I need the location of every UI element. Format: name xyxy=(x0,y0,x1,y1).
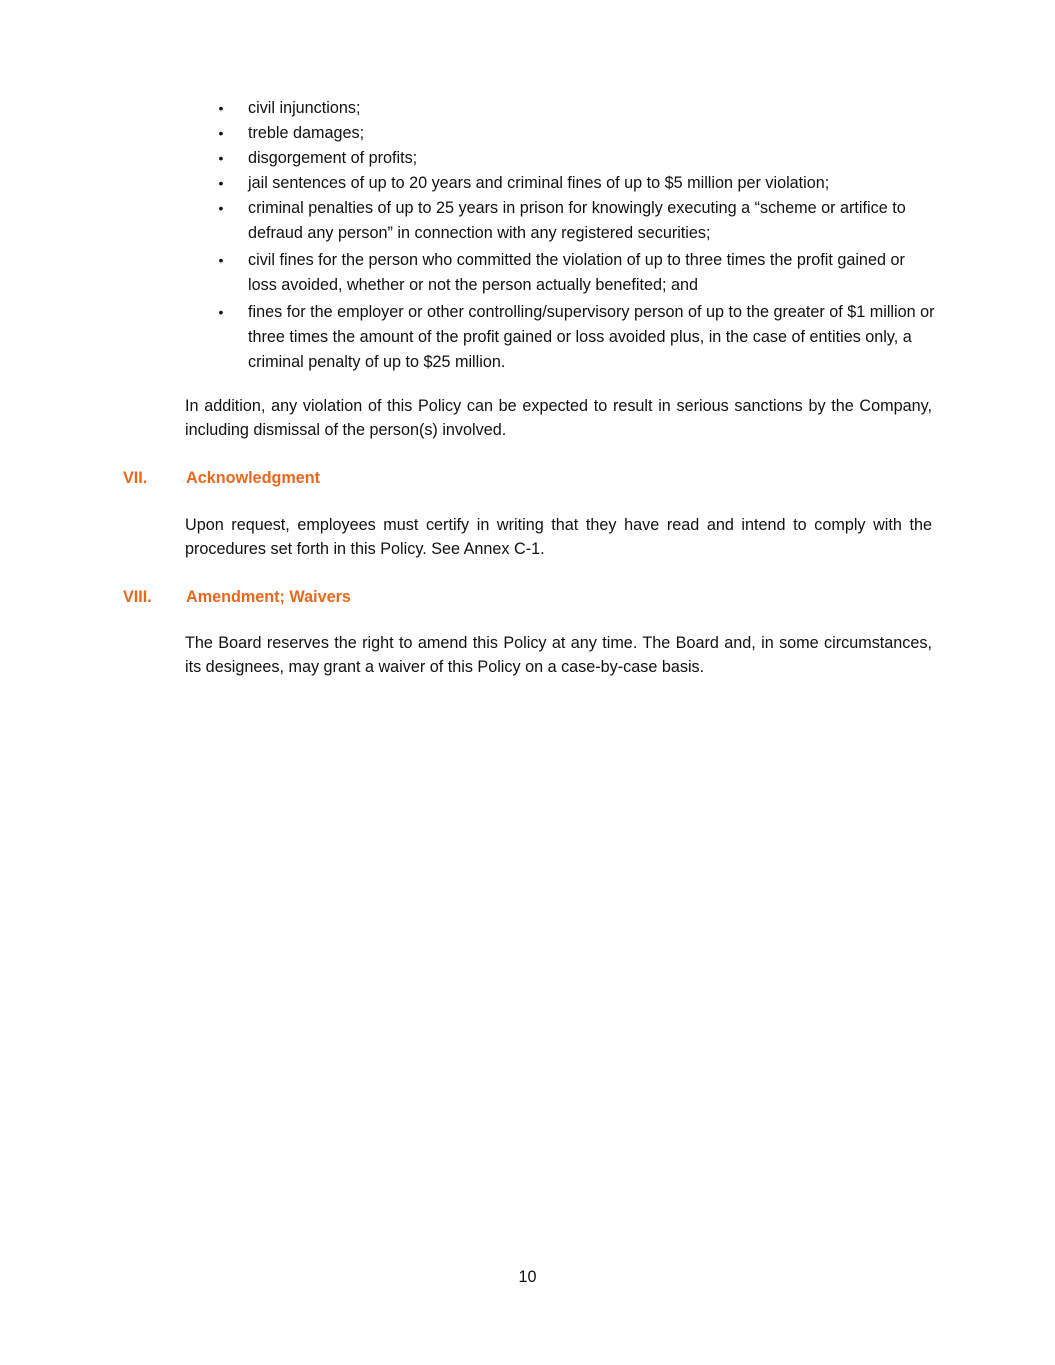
bullet-icon: • xyxy=(218,125,224,141)
section-title: Acknowledgment xyxy=(186,469,321,487)
list-item xyxy=(215,121,935,146)
list-item-text: treble damages; xyxy=(248,124,365,142)
list-item xyxy=(215,300,935,375)
section-number: VIII. xyxy=(123,588,152,606)
bullet-icon: • xyxy=(218,200,224,216)
penalties-list xyxy=(215,96,935,375)
list-item xyxy=(215,146,935,171)
bullet-icon: • xyxy=(218,100,224,116)
section-heading-amendment xyxy=(123,585,623,609)
list-item xyxy=(215,248,935,298)
list-item-text: fines for the employer or other controlling/supervisory person of up to the greater of $1 million or three times the amount of the profit gained or loss avoided plus, in the case of entities only, a criminal penalty of up to $25 million. xyxy=(248,303,935,371)
bullet-icon: • xyxy=(218,150,224,166)
bullet-icon: • xyxy=(218,252,224,268)
list-item xyxy=(215,171,935,196)
list-item-text: disgorgement of profits; xyxy=(248,149,418,167)
bullet-icon: • xyxy=(218,175,224,191)
list-item-text: civil injunctions; xyxy=(248,99,361,117)
bullet-icon: • xyxy=(218,304,224,320)
sanctions-paragraph: In addition, any violation of this Policy can be expected to result in serious sanctions by the Company, including dismissal of the person(s) involved. xyxy=(185,397,932,439)
section-title: Amendment; Waivers xyxy=(186,588,351,606)
section-heading-acknowledgment xyxy=(123,466,623,490)
list-item xyxy=(215,196,935,246)
list-item-text: criminal penalties of up to 25 years in prison for knowingly executing a “scheme or artifice to defraud any person” in connection with any registered securities; xyxy=(248,199,906,242)
page-number: 10 xyxy=(518,1268,537,1286)
list-item xyxy=(215,96,935,121)
list-item-text: civil fines for the person who committed the violation of up to three times the profit gained or loss avoided, whether or not the person actually benefited; and xyxy=(248,251,905,294)
list-item-text: jail sentences of up to 20 years and criminal fines of up to $5 million per violation; xyxy=(248,174,830,192)
section-number: VII. xyxy=(123,469,148,487)
amendment-paragraph: The Board reserves the right to amend this Policy at any time. The Board and, in some circumstances, its designees, may grant a waiver of this Policy on a case-by-case basis. xyxy=(185,634,932,676)
acknowledgment-paragraph: Upon request, employees must certify in writing that they have read and intend to comply with the procedures set forth in this Policy. See Annex C-1. xyxy=(185,516,932,558)
